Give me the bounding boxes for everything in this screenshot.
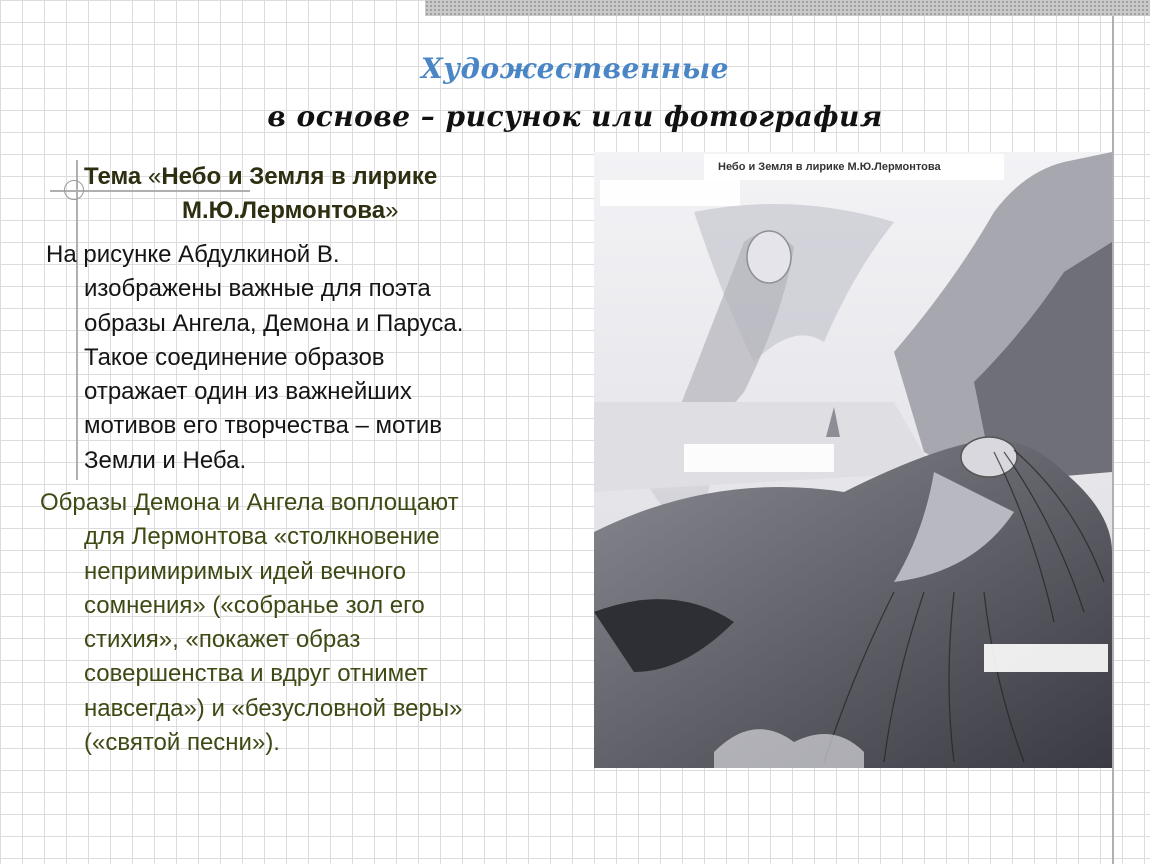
paragraph1-line: Такое соединение образов — [84, 343, 385, 371]
theme-name-line2: М.Ю.Лермонтова — [182, 197, 386, 224]
paragraph1-line: изображены важные для поэта — [84, 275, 431, 303]
paragraph1-line: отражает один из важнейших — [84, 378, 412, 406]
theme-close-quote: » — [385, 197, 399, 224]
paragraph2-line: совершенства и вдруг отнимет — [84, 660, 428, 688]
theme-prefix: Тема — [84, 163, 148, 190]
theme-name-line1: Небо и Земля в лирике — [161, 163, 438, 190]
paragraph1-line: На рисунке Абдулкиной В. — [46, 241, 340, 268]
decorative-top-band — [425, 0, 1150, 16]
paragraph1-line: мотивов его творчества – мотив — [84, 412, 443, 440]
paragraph1-line: образы Ангела, Демона и Паруса. — [84, 309, 464, 337]
slide-title: Художественные — [421, 52, 729, 85]
paragraph-drawing-description — [46, 238, 546, 478]
pencil-drawing-image — [594, 152, 1112, 768]
paragraph2-line: навсегда») и «безусловной веры» — [84, 694, 463, 722]
paragraph1-line: Земли и Неба. — [84, 446, 247, 474]
paragraph2-line: для Лермонтова «столкновение — [84, 523, 440, 551]
paragraph2-line: Образы Демона и Ангела воплощают — [40, 489, 459, 516]
paragraph-demon-angel — [40, 486, 550, 760]
paragraph2-line: непримиримых идей вечного — [84, 557, 406, 585]
slide-subtitle: в основе – рисунок или фотография — [267, 100, 883, 133]
paragraph2-line: («святой песни»). — [84, 729, 280, 757]
theme-heading — [84, 160, 554, 228]
paragraph2-line: стихия», «покажет образ — [84, 626, 361, 654]
paragraph2-line: сомнения» («собранье зол его — [84, 591, 425, 619]
decorative-right-rule — [1112, 16, 1114, 864]
theme-open-quote: « — [147, 163, 162, 190]
drawing-caption: Небо и Земля в лирике М.Ю.Лермонтова — [718, 161, 941, 173]
decorative-circle-icon — [64, 180, 84, 200]
